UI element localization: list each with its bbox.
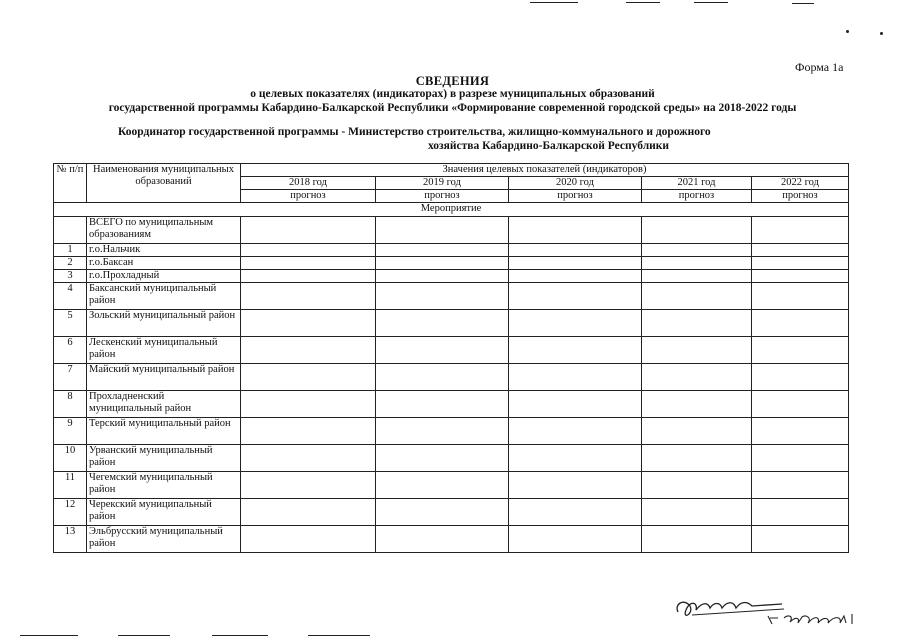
document-subtitle-line2: государственной программы Кабардино-Балкарской Республики «Формирование современной городской среды» на 2018-2022 годы: [108, 102, 797, 114]
row-value-cell: [752, 270, 849, 283]
row-value-cell: [241, 445, 376, 472]
row-value-cell: [241, 418, 376, 445]
row-value-cell: [509, 270, 642, 283]
row-value-cell: [752, 364, 849, 391]
row-number: 11: [54, 472, 87, 499]
row-value-cell: [241, 217, 376, 244]
row-value-cell: [241, 391, 376, 418]
row-value-cell: [509, 217, 642, 244]
row-municipality-name: Черекский муниципальный район: [87, 499, 241, 526]
row-value-cell: [509, 526, 642, 553]
row-value-cell: [376, 418, 509, 445]
row-value-cell: [752, 472, 849, 499]
row-number: 9: [54, 418, 87, 445]
row-value-cell: [752, 418, 849, 445]
header-year: 2022 год: [752, 177, 849, 190]
table-row: [54, 337, 849, 364]
header-year: 2019 год: [376, 177, 509, 190]
scan-artifact-line: [626, 2, 660, 3]
section-label: Мероприятие: [54, 203, 849, 217]
row-number: [54, 217, 87, 244]
row-value-cell: [241, 364, 376, 391]
row-value-cell: [642, 499, 752, 526]
coordinator-line2: хозяйства Кабардино-Балкарской Республики: [428, 140, 670, 152]
row-value-cell: [376, 283, 509, 310]
row-municipality-name: Чегемский муниципальный район: [87, 472, 241, 499]
scan-artifact-line: [694, 2, 728, 3]
row-value-cell: [509, 364, 642, 391]
row-value-cell: [509, 472, 642, 499]
header-forecast: прогноз: [752, 190, 849, 203]
row-value-cell: [509, 283, 642, 310]
row-municipality-name: Зольский муниципальный район: [87, 310, 241, 337]
table-row: [54, 283, 849, 310]
row-value-cell: [752, 499, 849, 526]
row-number: 13: [54, 526, 87, 553]
row-value-cell: [642, 472, 752, 499]
row-value-cell: [241, 283, 376, 310]
row-number: 1: [54, 244, 87, 257]
row-municipality-name: Эльбрусский муниципальный район: [87, 526, 241, 553]
row-value-cell: [509, 445, 642, 472]
scan-artifact-dot: [880, 32, 883, 35]
row-value-cell: [376, 472, 509, 499]
header-year: 2021 год: [642, 177, 752, 190]
row-value-cell: [241, 244, 376, 257]
row-value-cell: [376, 499, 509, 526]
header-forecast: прогноз: [241, 190, 376, 203]
table-row: [54, 257, 849, 270]
row-value-cell: [642, 418, 752, 445]
row-value-cell: [752, 283, 849, 310]
row-value-cell: [509, 257, 642, 270]
header-num: № п/п: [54, 164, 87, 203]
row-value-cell: [752, 217, 849, 244]
row-value-cell: [642, 391, 752, 418]
row-value-cell: [752, 310, 849, 337]
table-row: [54, 364, 849, 391]
row-value-cell: [241, 310, 376, 337]
table-row: [54, 217, 849, 244]
row-value-cell: [509, 499, 642, 526]
header-year: 2018 год: [241, 177, 376, 190]
scan-artifact-line: [308, 635, 370, 636]
table-row: [54, 310, 849, 337]
row-value-cell: [376, 526, 509, 553]
row-municipality-name: Лескенский муниципальный район: [87, 337, 241, 364]
row-value-cell: [509, 244, 642, 257]
row-value-cell: [752, 244, 849, 257]
row-number: 5: [54, 310, 87, 337]
row-municipality-name: Баксанский муниципальный район: [87, 283, 241, 310]
table-row: [54, 472, 849, 499]
row-value-cell: [509, 337, 642, 364]
row-value-cell: [642, 257, 752, 270]
row-value-cell: [376, 364, 509, 391]
row-value-cell: [642, 364, 752, 391]
row-value-cell: [241, 499, 376, 526]
row-number: 4: [54, 283, 87, 310]
scan-artifact-line: [118, 635, 170, 636]
row-value-cell: [509, 418, 642, 445]
row-municipality-name: Терский муниципальный район: [87, 418, 241, 445]
scan-artifact-line: [792, 3, 814, 4]
row-value-cell: [376, 244, 509, 257]
row-value-cell: [642, 270, 752, 283]
table-row: [54, 244, 849, 257]
row-value-cell: [752, 526, 849, 553]
header-name: Наименования муниципальных образований: [87, 164, 241, 203]
row-municipality-name: г.о.Прохладный: [87, 270, 241, 283]
row-value-cell: [241, 337, 376, 364]
row-value-cell: [241, 472, 376, 499]
indicators-table: [53, 163, 849, 553]
row-value-cell: [376, 337, 509, 364]
row-number: 12: [54, 499, 87, 526]
header-forecast: прогноз: [509, 190, 642, 203]
row-municipality-name: г.о.Нальчик: [87, 244, 241, 257]
row-number: 8: [54, 391, 87, 418]
row-value-cell: [376, 257, 509, 270]
row-value-cell: [752, 445, 849, 472]
row-municipality-name: г.о.Баксан: [87, 257, 241, 270]
form-label: Форма 1а: [795, 60, 844, 74]
row-number: 7: [54, 364, 87, 391]
row-value-cell: [241, 270, 376, 283]
row-value-cell: [376, 310, 509, 337]
row-value-cell: [752, 337, 849, 364]
row-value-cell: [642, 337, 752, 364]
row-value-cell: [509, 391, 642, 418]
row-value-cell: [752, 257, 849, 270]
document-subtitle-line1: о целевых показателях (индикаторах) в разрезе муниципальных образований: [250, 88, 655, 100]
row-municipality-name: Майский муниципальный район: [87, 364, 241, 391]
table-row: [54, 499, 849, 526]
row-value-cell: [376, 391, 509, 418]
row-municipality-name: ВСЕГО по муниципальным образованиям: [87, 217, 241, 244]
header-forecast: прогноз: [642, 190, 752, 203]
row-value-cell: [241, 526, 376, 553]
row-number: 2: [54, 257, 87, 270]
row-value-cell: [642, 310, 752, 337]
header-values: Значения целевых показателей (индикаторов): [241, 164, 849, 177]
row-number: 6: [54, 337, 87, 364]
row-value-cell: [642, 283, 752, 310]
row-municipality-name: Прохладненский муниципальный район: [87, 391, 241, 418]
row-number: 3: [54, 270, 87, 283]
row-value-cell: [376, 270, 509, 283]
row-value-cell: [642, 445, 752, 472]
row-value-cell: [376, 217, 509, 244]
document-title: СВЕДЕНИЯ: [415, 74, 490, 88]
table-row: [54, 526, 849, 553]
row-value-cell: [241, 257, 376, 270]
table-row: [54, 270, 849, 283]
scan-artifact-line: [212, 635, 268, 636]
scan-artifact-dot: [846, 30, 849, 33]
scan-artifact-line: [20, 635, 78, 636]
table-row: [54, 418, 849, 445]
row-value-cell: [509, 310, 642, 337]
signature: [672, 588, 872, 630]
table-row: [54, 391, 849, 418]
header-year: 2020 год: [509, 177, 642, 190]
table-row: [54, 445, 849, 472]
row-number: 10: [54, 445, 87, 472]
scan-artifact-line: [530, 2, 578, 3]
row-value-cell: [376, 445, 509, 472]
row-value-cell: [642, 244, 752, 257]
row-value-cell: [642, 526, 752, 553]
row-municipality-name: Урванский муниципальный район: [87, 445, 241, 472]
row-value-cell: [752, 391, 849, 418]
row-value-cell: [642, 217, 752, 244]
coordinator-line1: Координатор государственной программы - Министерство строительства, жилищно-коммунального и дорожного: [118, 126, 711, 138]
header-forecast: прогноз: [376, 190, 509, 203]
